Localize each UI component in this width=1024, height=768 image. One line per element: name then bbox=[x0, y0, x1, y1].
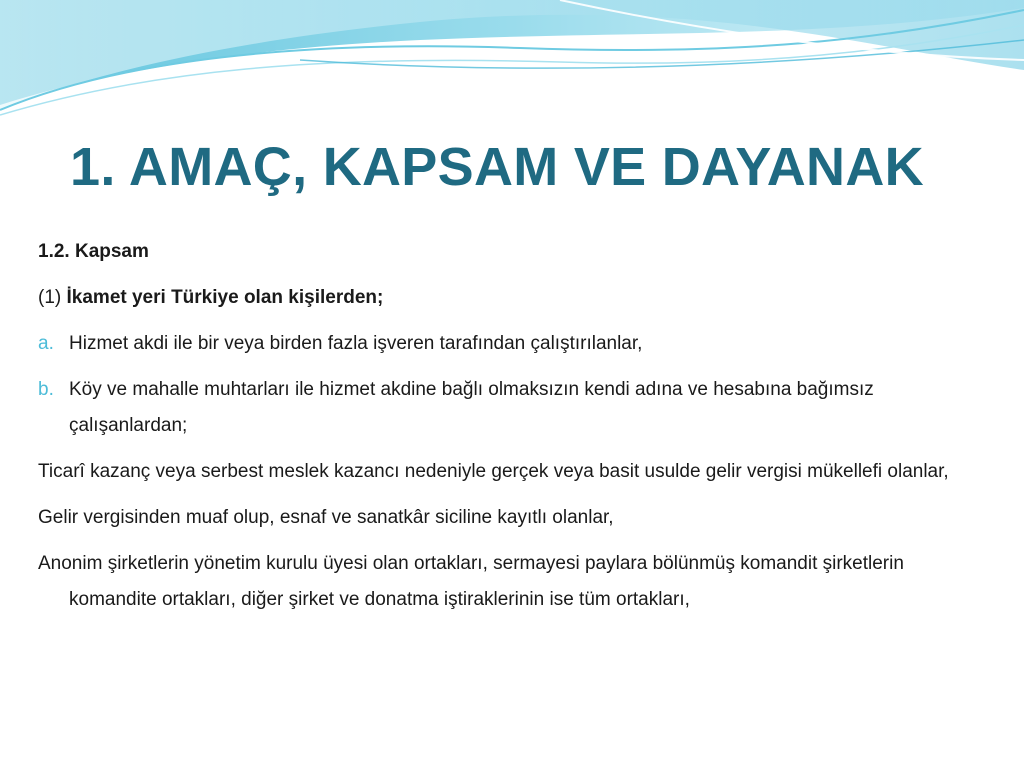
list-text-a: Hizmet akdi ile bir veya birden fazla işveren tarafından çalıştırılanlar, bbox=[69, 333, 643, 354]
header-wave-decoration bbox=[0, 0, 1024, 120]
paragraph-gelir: Gelir vergisinden muaf olup, esnaf ve sanatkâr siciline kayıtlı olanlar, bbox=[38, 507, 614, 528]
item-1-line bbox=[38, 280, 968, 316]
paragraph-anonim: Anonim şirketlerin yönetim kurulu üyesi olan ortakları, sermayesi paylara bölünmüş komandit şirketlerin komandite ortakları, diğer şirket ve donatma iştiraklerinin ise tüm ortakları, bbox=[38, 553, 904, 610]
section-heading: 1.2. Kapsam bbox=[38, 241, 149, 262]
list-item-a bbox=[38, 326, 968, 362]
list-marker-a: a. bbox=[38, 333, 54, 354]
item-1-number: (1) bbox=[38, 287, 62, 308]
list-text-b: Köy ve mahalle muhtarları ile hizmet akdine bağlı olmaksızın kendi adına ve hesabına bağımsız çalışanlardan; bbox=[69, 379, 874, 436]
paragraph-ticari: Ticarî kazanç veya serbest meslek kazancı nedeniyle gerçek veya basit usulde gelir vergisi mükellefi olanlar, bbox=[38, 461, 949, 482]
slide-body bbox=[38, 234, 968, 628]
item-1-label: İkamet yeri Türkiye olan kişilerden; bbox=[66, 287, 384, 308]
list-item-b bbox=[38, 372, 968, 444]
slide-title: 1. AMAÇ, KAPSAM VE DAYANAK bbox=[70, 137, 924, 197]
list-marker-b: b. bbox=[38, 379, 54, 400]
